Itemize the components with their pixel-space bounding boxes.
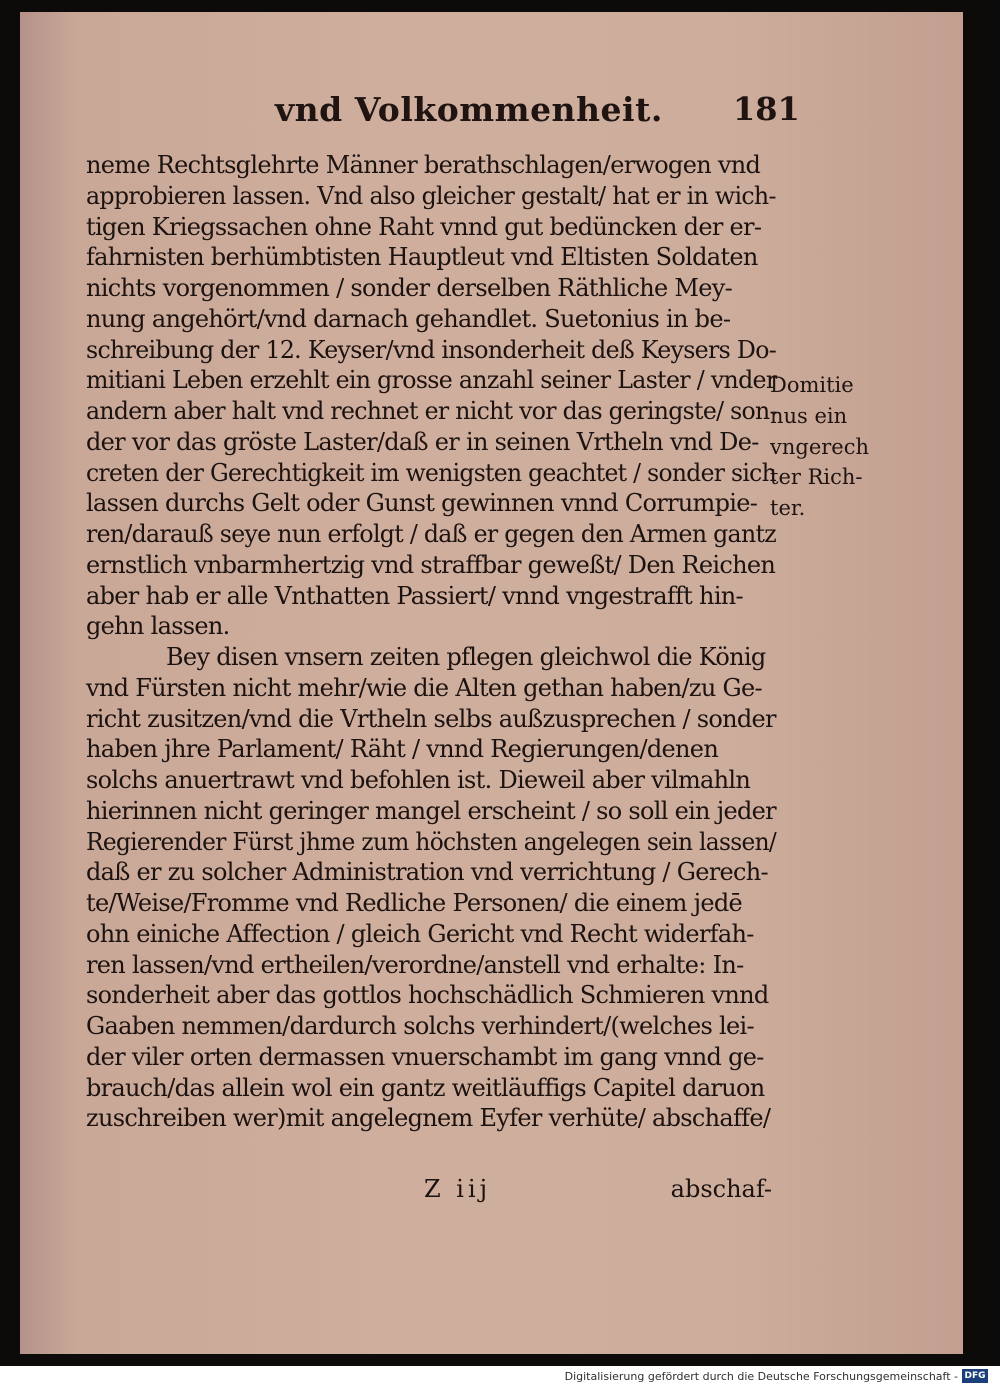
text-line-content: ernstlich vnbarmhertzig vnd straffbar geweßt/ Den Reichen [86,550,776,579]
text-line [86,242,776,273]
text-line [86,581,776,612]
text-line-content: gehn lassen. [86,612,230,641]
text-line-content: richt zusitzen/vnd die Vrtheln selbs außzusprechen / sonder [86,704,776,733]
text-line [86,550,776,581]
text-line [86,888,776,919]
text-line [86,212,776,243]
page-number: 181 [733,90,800,128]
marginal-note-line: ter Rich- [770,465,863,490]
text-line [86,642,776,673]
text-line-content: schreibung der 12. Keyser/vnd insonderheit deß Keysers Do- [86,335,777,364]
text-line-content: zuschreiben wer)mit angelegnem Eyfer verhüte/ abschaffe/ [86,1104,771,1133]
marginal-note-line: nus ein [770,403,848,428]
text-line [86,1011,776,1042]
text-line [86,519,776,550]
text-line [86,857,776,888]
text-line-content: der vor das gröste Laster/daß er in seinen Vrtheln vnd De- [86,427,759,456]
text-line-content: solchs anuertrawt vnd befohlen ist. Dieweil aber vilmahln [86,766,751,794]
page-footer [86,1175,776,1209]
text-line [86,765,776,796]
text-line-content: sonderheit aber das gottlos hochschädlich Schmieren vnnd [86,981,769,1010]
text-line-content: approbieren lassen. Vnd also gleicher gestalt/ hat er in wich- [86,181,776,210]
text-line-content: haben jhre Parlament/ Räht / vnnd Regierungen/denen [86,735,719,764]
text-line [86,335,776,366]
text-line-content: mitiani Leben erzehlt ein grosse anzahl seiner Laster / vnder [86,366,777,395]
marginal-note-line: ter. [770,496,806,520]
text-line [86,304,776,335]
text-line [86,980,776,1011]
text-line-content: tigen Kriegssachen ohne Raht vnnd gut bedüncken der er- [86,212,762,241]
marginal-note [770,370,880,524]
text-line [86,427,776,458]
text-line-content: nichts vorgenommen / sonder derselben Räthliche Mey- [86,274,733,302]
text-line [86,273,776,304]
page-header [275,90,800,140]
text-line-content: der viler orten dermassen vnuerschambt im gang vnnd ge- [86,1042,764,1071]
dfg-logo-icon: DFG [962,1369,988,1383]
marginal-note-line: Domitie [770,373,854,397]
text-line [86,1073,776,1104]
text-line [86,1103,776,1134]
digitization-credit [0,1366,1000,1387]
text-line-content: brauch/das allein wol ein gantz weitläuffigs Capitel daruon [86,1073,765,1102]
text-line [86,1042,776,1073]
text-line-content: creten der Gerechtigkeit im wenigsten geachtet / sonder sich [86,458,777,487]
text-line [86,181,776,212]
text-line [86,827,776,858]
text-line [86,796,776,827]
text-line-content: ren lassen/vnd ertheilen/verordne/anstell vnd erhalte: In- [86,950,744,979]
text-line-content: Gaaben nemmen/dardurch solchs verhindert/(welches lei- [86,1012,754,1040]
text-line-content: hierinnen nicht geringer mangel erscheint / so soll ein jeder [86,796,776,825]
text-line [86,458,776,489]
text-line [86,488,776,519]
body-text [86,150,776,1134]
book-page [20,12,963,1354]
text-line-content: te/Weise/Fromme vnd Redliche Personen/ die einem jedē [86,889,743,917]
text-line-content: ohn einiche Affection / gleich Gericht vnd Recht widerfah- [86,919,754,948]
catchword: abschaf- [670,1175,772,1203]
text-line [86,365,776,396]
text-line-content: aber hab er alle Vnthatten Passiert/ vnnd vngestrafft hin- [86,581,743,610]
text-line-content: lassen durchs Gelt oder Gunst gewinnen vnnd Corrumpie- [86,489,758,518]
text-line-content: vnd Fürsten nicht mehr/wie die Alten gethan haben/zu Ge- [86,673,762,702]
signature-mark: Z iij [424,1175,492,1203]
text-line [86,919,776,950]
text-line [86,734,776,765]
text-line [86,704,776,735]
text-line-content: ren/darauß seye nun erfolgt / daß er gegen den Armen gantz [86,520,776,548]
text-line-content: neme Rechtsglehrte Männer berathschlagen/erwogen vnd [86,151,761,179]
text-line-content: Regierender Fürst jhme zum höchsten angelegen sein lassen/ [86,827,777,856]
marginal-note-line: vngerech [770,434,870,459]
text-line [86,950,776,981]
text-line [86,396,776,427]
text-line-content: nung angehört/vnd darnach gehandlet. Suetonius in be- [86,304,731,333]
text-line [86,611,776,642]
text-line-content: andern aber halt vnd rechnet er nicht vor das geringste/ son- [86,397,777,425]
credit-text: Digitalisierung gefördert durch die Deutsche Forschungsgemeinschaft - [564,1370,958,1383]
text-line [86,150,776,181]
text-line-content: fahrnisten berhümbtisten Hauptleut vnd Eltisten Soldaten [86,243,758,272]
running-head: vnd Volkommenheit. [275,90,663,129]
text-line-content: daß er zu solcher Administration vnd verrichtung / Gerech- [86,858,768,887]
text-line-content: Bey disen vnsern zeiten pflegen gleichwol die König [166,643,766,671]
text-line [86,673,776,704]
